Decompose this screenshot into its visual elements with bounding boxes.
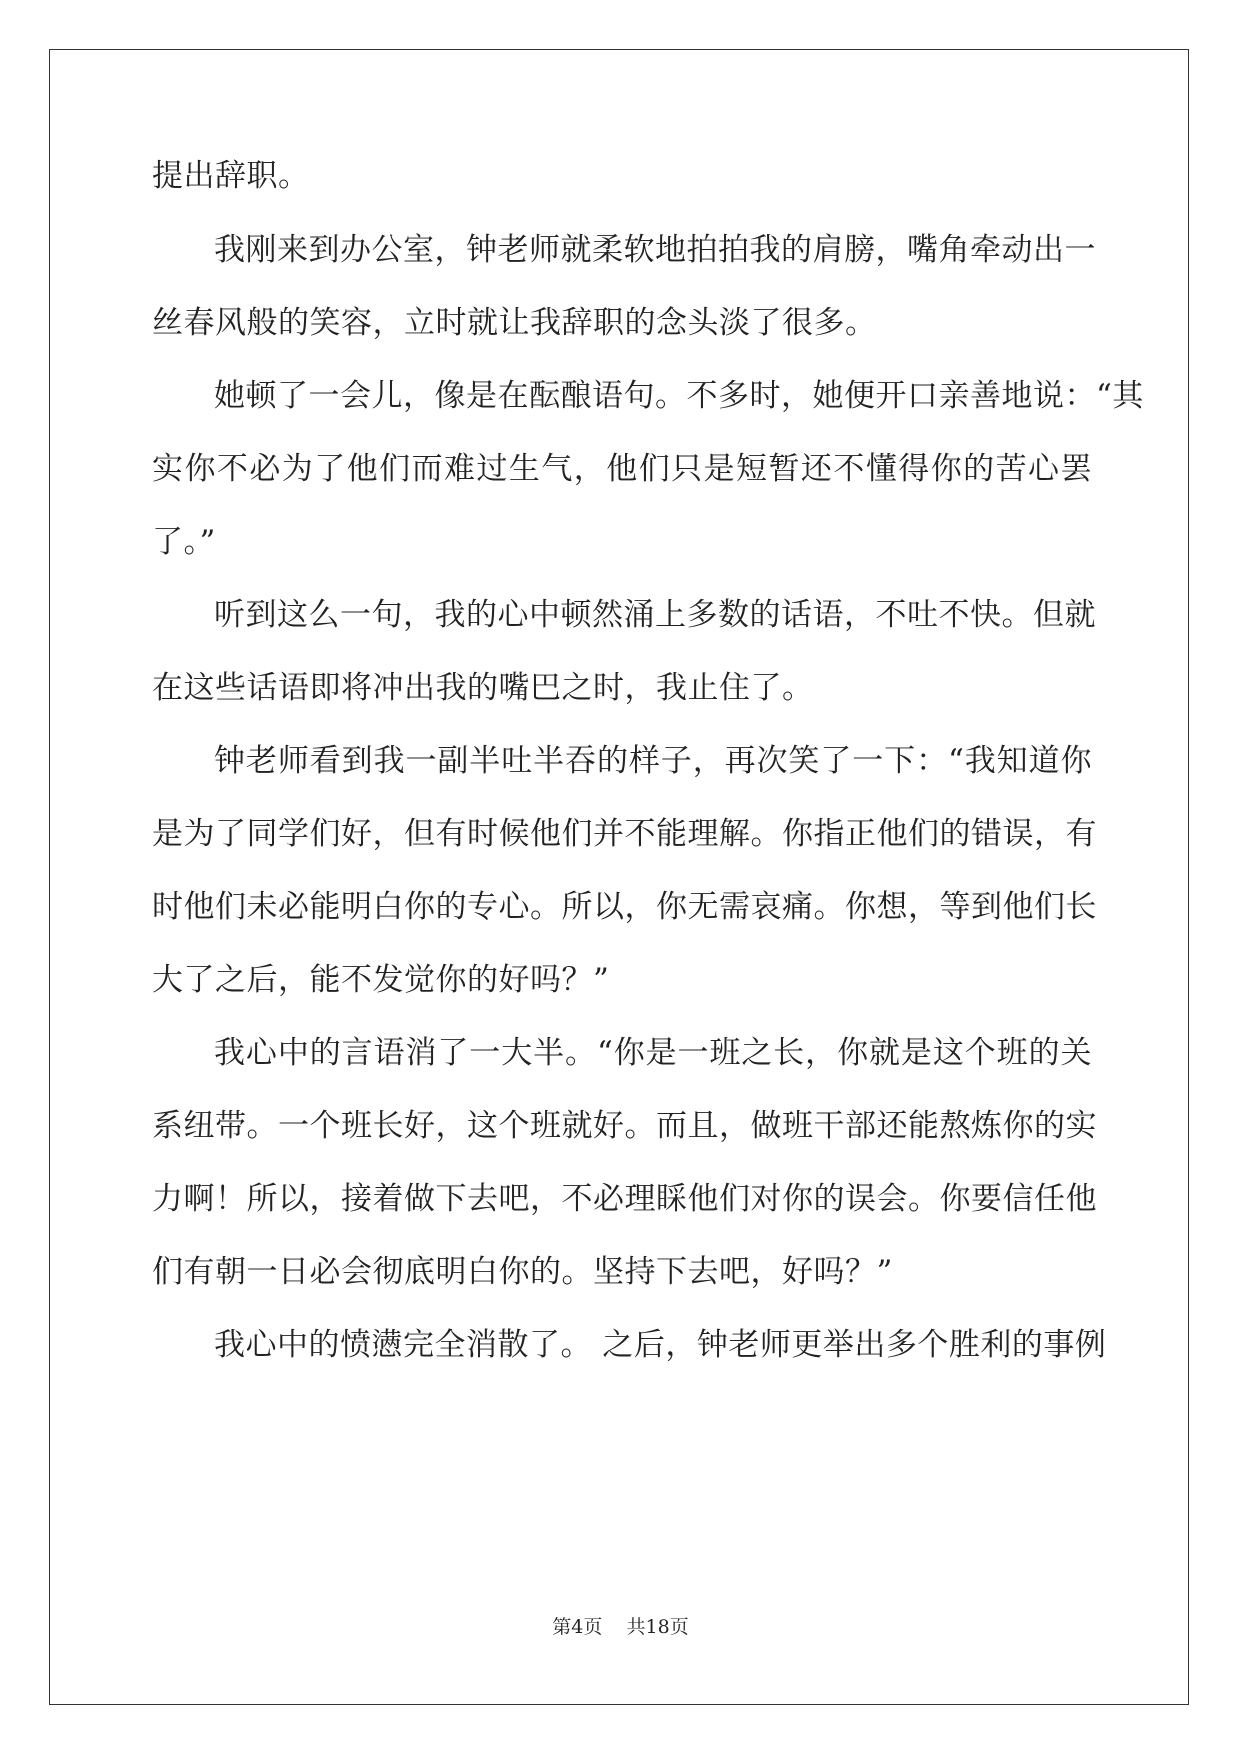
page-total: 共18页 (626, 1616, 689, 1638)
text-line: 钟老师看到我一副半吐半吞的样子，再次笑了一下：“我知道你 (214, 743, 1092, 779)
text-line: 力啊！所以，接着做下去吧，不必理睬他们对你的误会。你要信任他 (152, 1181, 1097, 1217)
text-line: 大了之后，能不发觉你的好吗？” (152, 962, 610, 998)
text-line: 时他们未必能明白你的专心。所以，你无需哀痛。你想，等到他们长 (152, 889, 1097, 925)
page-number: 第4页 (552, 1616, 603, 1638)
text-line: 了。” (152, 524, 216, 560)
page-border (49, 49, 1189, 1705)
text-line: 在这些话语即将冲出我的嘴巴之时，我止住了。 (152, 670, 814, 706)
text-line: 我心中的言语消了一大半。“你是一班之长，你就是这个班的关 (214, 1035, 1092, 1071)
text-line: 她顿了一会儿，像是在酝酿语句。不多时，她便开口亲善地说：“其 (214, 378, 1144, 414)
text-line: 听到这么一句，我的心中顿然涌上多数的话语，不吐不快。但就 (214, 597, 1096, 633)
text-line: 丝春风般的笑容，立时就让我辞职的念头淡了很多。 (152, 305, 877, 341)
text-line: 系纽带。一个班长好，这个班就好。而且，做班干部还能熬炼你的实 (152, 1108, 1097, 1144)
page-footer (0, 1615, 1241, 1639)
text-line: 实你不必为了他们而难过生气，他们只是短暂还不懂得你的苦心罢 (152, 451, 1092, 487)
text-line: 是为了同学们好，但有时候他们并不能理解。你指正他们的错误，有 (152, 816, 1097, 852)
text-line: 我刚来到办公室，钟老师就柔软地拍拍我的肩膀，嘴角牵动出一 (214, 232, 1096, 268)
text-line: 我心中的愤懑完全消散了。 之后，钟老师更举出多个胜利的事例 (214, 1327, 1107, 1363)
text-line: 们有朝一日必会彻底明白你的。坚持下去吧，好吗？” (152, 1254, 893, 1290)
text-line: 提出辞职。 (152, 158, 310, 194)
